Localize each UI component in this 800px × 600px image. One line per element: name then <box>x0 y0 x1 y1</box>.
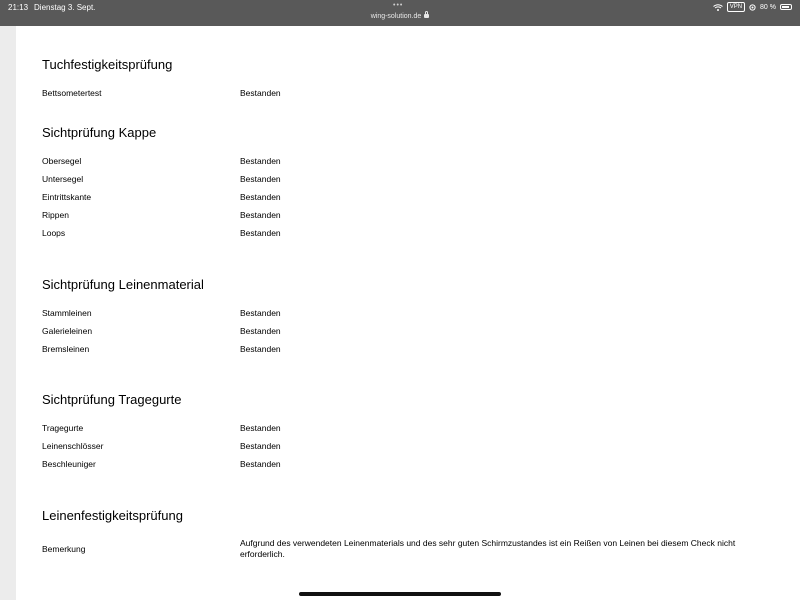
row-value: Bestanden <box>240 192 281 202</box>
wifi-icon <box>713 4 723 11</box>
row-value: Bestanden <box>240 210 281 220</box>
row-label: Loops <box>42 228 66 238</box>
row-label: Beschleuniger <box>42 459 96 469</box>
status-bar <box>0 0 800 26</box>
section-title-leinenmaterial: Sichtprüfung Leinenmaterial <box>42 277 204 292</box>
row-label: Stammleinen <box>42 308 92 318</box>
row-label: Obersegel <box>42 156 82 166</box>
section-title-kappe: Sichtprüfung Kappe <box>42 125 157 140</box>
vpn-badge: VPN <box>727 2 745 12</box>
row-label: Tragegurte <box>42 423 84 433</box>
row-value: Bestanden <box>240 326 281 336</box>
row-value: Aufgrund des verwendeten Leinenmaterials und des sehr guten Schirmzustandes ist ein Reißen von Leinen bei diesem Check nicht erforderlich. <box>240 538 736 559</box>
home-indicator[interactable] <box>299 592 501 596</box>
row-value: Bestanden <box>240 423 281 433</box>
row-label: Bettsometertest <box>42 88 102 98</box>
row-label: Bemerkung <box>42 544 86 554</box>
left-gutter <box>0 26 16 600</box>
status-time: 21:13 <box>8 3 29 12</box>
row-label: Untersegel <box>42 174 84 184</box>
address-bar[interactable] <box>0 13 800 20</box>
row-label: Eintrittskante <box>42 192 92 202</box>
row-value: Bestanden <box>240 459 281 469</box>
row-value: Bestanden <box>240 308 281 318</box>
multitasking-dots-icon[interactable]: ••• <box>393 2 404 9</box>
row-label: Rippen <box>42 210 69 220</box>
row-value: Bestanden <box>240 156 281 166</box>
url-text: wing-solution.de <box>370 13 422 20</box>
row-label: Leinenschlösser <box>42 441 104 451</box>
section-title-tuchfestigkeit: Tuchfestigkeitsprüfung <box>42 57 173 72</box>
status-indicators <box>713 2 792 12</box>
page-content <box>16 26 800 600</box>
row-value: Bestanden <box>240 88 281 98</box>
orientation-lock-icon <box>749 4 756 11</box>
section-title-tragegurte: Sichtprüfung Tragegurte <box>42 392 182 407</box>
row-value: Bestanden <box>240 344 281 354</box>
status-date: Dienstag 3. Sept. <box>34 3 96 12</box>
battery-percent: 80 % <box>760 3 776 11</box>
row-value: Bestanden <box>240 441 281 451</box>
status-time-date <box>8 3 95 12</box>
row-value: Bestanden <box>240 174 281 184</box>
row-label: Galerieleinen <box>42 326 93 336</box>
row-label: Bremsleinen <box>42 344 90 354</box>
lock-icon <box>424 14 429 18</box>
row-value: Bestanden <box>240 228 281 238</box>
battery-icon <box>780 4 792 10</box>
section-title-leinenfestigkeit: Leinenfestigkeitsprüfung <box>42 508 183 523</box>
